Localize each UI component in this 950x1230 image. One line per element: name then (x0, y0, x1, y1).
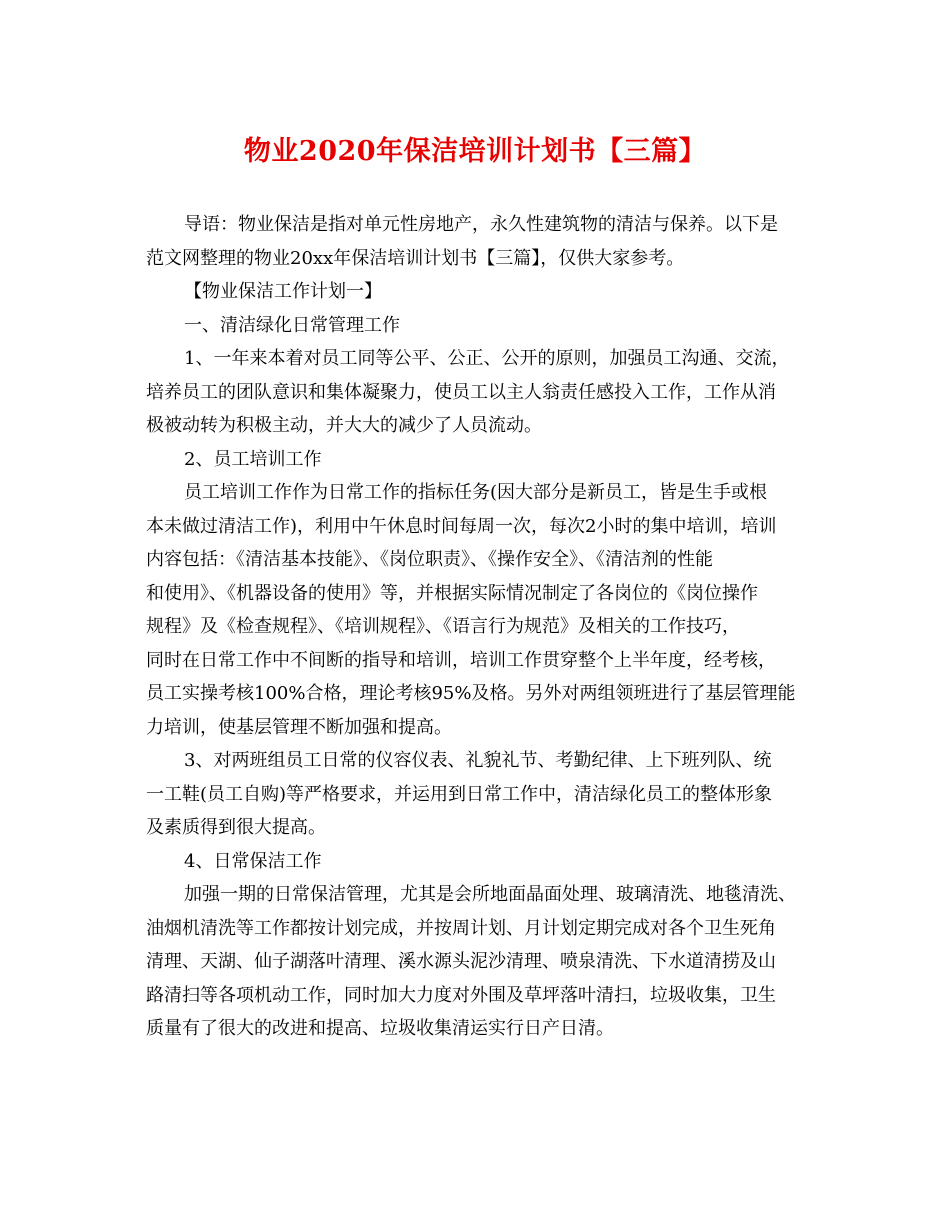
document-body (146, 208, 810, 1046)
paragraph-line: 范文网整理的物业20xx年保洁培训计划书【三篇】，仅供大家参考。 (146, 247, 685, 269)
paragraph-line: 一、清洁绿化日常管理工作 (184, 314, 400, 336)
paragraph-line: 清理、天湖、仙子湖落叶清理、溪水源头泥沙清理、喷泉清洗、下水道清捞及山 (146, 951, 776, 972)
paragraph-line: 同时在日常工作中不间断的指导和培训，培训工作贯穿整个上半年度，经考核， (146, 649, 776, 671)
paragraph-line: 加强一期的日常保洁管理，尤其是会所地面晶面处理、玻璃清洗、地毯清洗、 (184, 884, 796, 905)
paragraph-line: 及素质得到很大提高。 (146, 817, 326, 838)
paragraph-line: 内容包括：《清洁基本技能》、《岗位职责》、《操作安全》、《清洁剂的性能 (146, 549, 713, 570)
paragraph-line: 4、日常保洁工作 (184, 850, 322, 872)
paragraph-line: 2、员工培训工作 (184, 448, 322, 470)
paragraph-line: 一工鞋(员工自购)等严格要求，并运用到日常工作中，清洁绿化员工的整体形象 (146, 783, 773, 805)
paragraph-line: 和使用》、《机器设备的使用》等，并根据实际情况制定了各岗位的《岗位操作 (146, 582, 758, 604)
paragraph-line: 【物业保洁工作计划一】 (184, 281, 382, 302)
document-title: 物业2020年保洁培训计划书【三篇】 (243, 136, 707, 167)
paragraph-line: 员工培训工作作为日常工作的指标任务(因大部分是新员工，皆是生手或根 (184, 482, 768, 503)
paragraph-line: 3、对两班组员工日常的仪容仪表、礼貌礼节、考勤纪律、上下班列队、统 (184, 750, 772, 771)
paragraph-line: 培养员工的团队意识和集体凝聚力，使员工以主人翁责任感投入工作，工作从消 (146, 381, 776, 403)
paragraph-line: 导语：物业保洁是指对单元性房地产，永久性建筑物的清洁与保养。以下是 (184, 214, 778, 235)
paragraph-line: 油烟机清洗等工作都按计划完成，并按周计划、月计划定期完成对各个卫生死角 (146, 917, 776, 939)
paragraph-line: 质量有了很大的改进和提高、垃圾收集清运实行日产日清。 (146, 1018, 614, 1039)
paragraph-line: 极被动转为积极主动，并大大的减少了人员流动。 (146, 415, 542, 436)
paragraph-line: 员工实操考核100%合格，理论考核95%及格。另外对两组领班进行了基层管理能 (146, 683, 796, 704)
paragraph-line: 1、一年来本着对员工同等公平、公正、公开的原则，加强员工沟通、交流， (184, 348, 790, 369)
paragraph-line: 力培训，使基层管理不断加强和提高。 (146, 716, 452, 738)
paragraph-line: 路清扫等各项机动工作，同时加大力度对外围及草坪落叶清扫，垃圾收集，卫生 (146, 984, 776, 1006)
paragraph-line: 本未做过清洁工作)，利用中午休息时间每周一次，每次2小时的集中培训，培训 (146, 515, 777, 537)
paragraph-line: 规程》及《检查规程》、《培训规程》、《语言行为规范》及相关的工作技巧， (146, 616, 740, 637)
